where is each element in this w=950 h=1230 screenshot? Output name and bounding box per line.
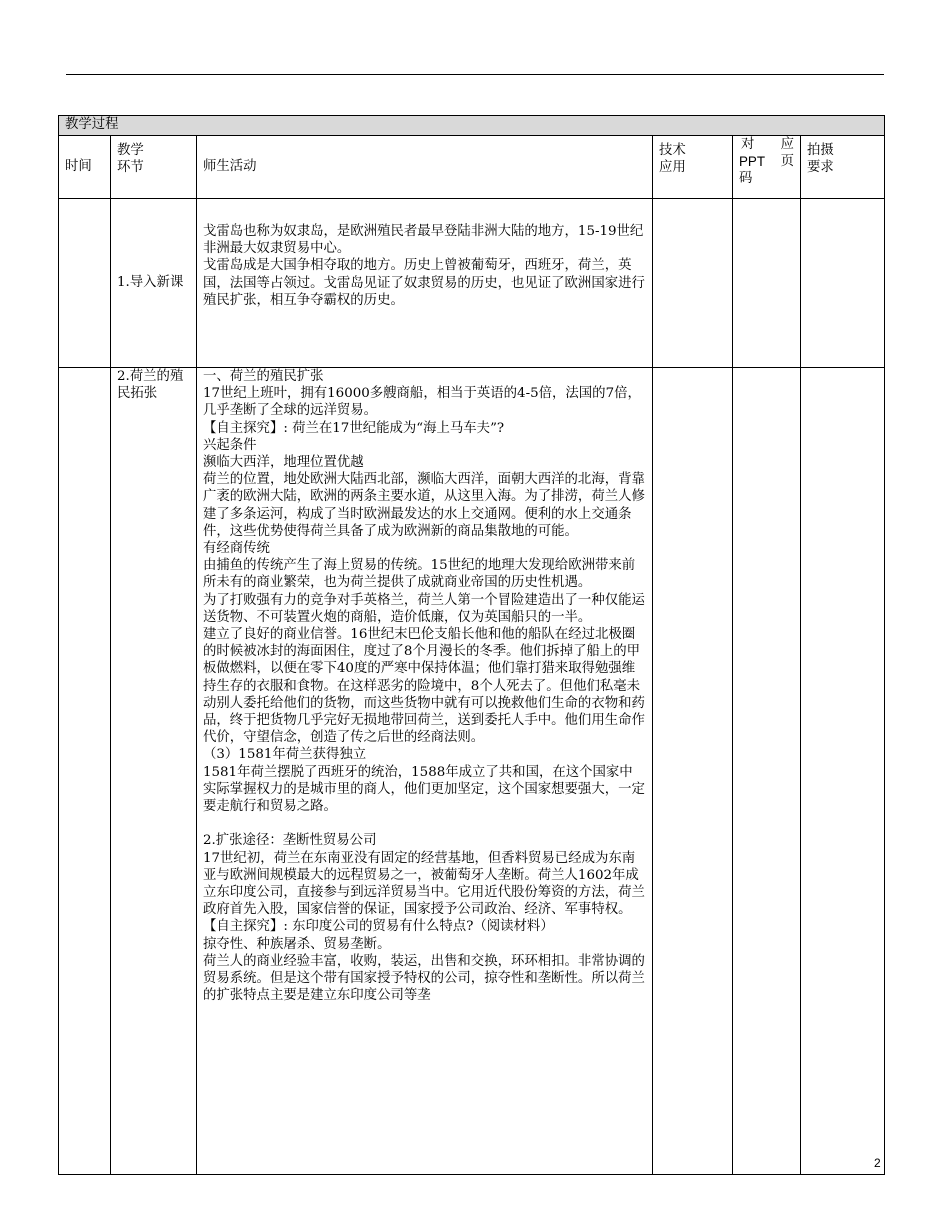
table-title: 教学过程 — [59, 116, 885, 136]
activity-paragraph: 掠夺性、种族屠杀、贸易垄断。 — [203, 936, 391, 952]
header-tech — [653, 136, 733, 199]
time-cell — [59, 368, 111, 1175]
header-ppt-d: 页 — [780, 154, 794, 170]
activity-paragraph: 有经商传统 — [203, 541, 270, 557]
stage-cell: 1.导入新课 — [111, 199, 197, 368]
activity-paragraph: 戈雷岛也称为奴隶岛，是欧洲殖民者最早登陆非洲大陆的地方，15-19世纪非洲最大奴隶贸易中心。 — [203, 224, 644, 257]
page-number: 2 — [874, 1156, 881, 1170]
header-shoot-line1: 拍摄 — [807, 143, 834, 158]
activity-paragraph: 戈雷岛成是大国争相夺取的地方。历史上曾被葡萄牙，西班牙，荷兰，英国，法国等占领过。戈雷岛见证了奴隶贸易的历史，也见证了欧洲国家进行殖民扩张，相互争夺霸权的历史。 — [203, 258, 645, 308]
activity-paragraph: 荷兰人的商业经验丰富，收购，装运，出售和交换，环环相扣。非常协调的贸易系统。但是这个带有国家授予特权的公司，掠夺性和垄断性。所以荷兰的扩张特点主要是建立东印度公司等垄 — [203, 953, 645, 1004]
activity-paragraph: 濒临大西洋，地理位置优越 — [203, 455, 364, 471]
activity-paragraph: 2.扩张途径：垄断性贸易公司 — [203, 833, 377, 849]
activity-paragraph: 为了打败强有力的竞争对手英格兰，荷兰人第一个冒险建造出了一种仅能运送货物、不可装置火炮的商船，造价低廉，仅为英国船只的一半。 — [203, 592, 645, 625]
header-activity: 师生活动 — [197, 136, 653, 199]
table-row — [59, 368, 885, 1175]
header-shoot-line2: 要求 — [807, 160, 834, 176]
activity-paragraph: 17世纪上班叶，拥有16000多艘商船，相当于英语的4-5倍，法国的7倍，几乎垄断了全球的远洋贸易。 — [203, 386, 641, 419]
activity-paragraph: 1581年荷兰摆脱了西班牙的统治，1588年成立了共和国，在这个国家中实际掌握权力的是城市里的商人，他们更加坚定，这个国家想要强大，一定要走航行和贸易之路。 — [203, 764, 645, 815]
activity-content — [203, 368, 646, 1174]
ppt-cell — [733, 368, 801, 1175]
header-stage — [111, 136, 197, 199]
header-shoot — [801, 136, 885, 199]
activity-cell — [197, 368, 653, 1175]
table-title-row — [59, 116, 885, 136]
header-stage-line1: 教学 — [117, 143, 144, 158]
time-cell — [59, 199, 111, 368]
ppt-cell — [733, 199, 801, 368]
tech-cell — [653, 368, 733, 1175]
stage-cell: 2.荷兰的殖民拓张 — [111, 368, 197, 1175]
activity-paragraph: 荷兰的位置，地处欧洲大陆西北部，濒临大西洋，面朝大西洋的北海，背靠广袤的欧洲大陆，欧洲的两条主要水道，从这里入海。为了排涝，荷兰人修建了多条运河，构成了当时欧洲最发达的水上交通网。便利的水上交通条件，这些优势使得荷兰具备了成为欧洲新的商品集散地的可能。 — [203, 472, 645, 539]
table-header-row — [59, 136, 885, 199]
header-tech-line2: 应用 — [659, 160, 686, 176]
header-ppt-line2 — [739, 153, 794, 170]
activity-paragraph: 由捕鱼的传统产生了海上贸易的传统。15世纪的地理大发现给欧洲带来前所未有的商业繁荣，也为荷兰提供了成就商业帝国的历史性机遇。 — [203, 558, 636, 591]
shoot-cell — [801, 199, 885, 368]
header-rule — [66, 74, 884, 75]
header-stage-line2: 环节 — [117, 160, 144, 176]
activity-paragraph: 【自主探究】: 荷兰在17世纪能成为“海上马车夫”? — [203, 420, 505, 436]
activity-cell — [197, 199, 653, 368]
header-ppt — [733, 136, 801, 199]
header-tech-line1: 技术 — [659, 143, 686, 158]
header-time: 时间 — [59, 136, 111, 199]
activity-paragraph: 17世纪初，荷兰在东南亚没有固定的经营基地，但香料贸易已经成为东南亚与欧洲间规模最大的远程贸易之一，被葡萄牙人垄断。荷兰人1602年成立东印度公司，直接参与到远洋贸易当中。它用近代股份筹资的方法，荷兰政府首先入股，国家信誉的保证，国家授予公司政治、经济、军事特权。 — [203, 850, 645, 918]
activity-paragraph: （3）1581年荷兰获得独立 — [203, 747, 367, 763]
table-row — [59, 199, 885, 368]
activity-paragraph: 兴起条件 — [203, 437, 257, 453]
activity-paragraph — [203, 815, 646, 832]
activity-paragraph: 一、荷兰的殖民扩张 — [203, 369, 324, 384]
header-ppt-b: 应 — [780, 137, 794, 152]
activity-paragraph: 建立了良好的商业信誉。16世纪末巴伦支船长他和他的船队在经过北极圈的时候被冰封的海面困住，度过了8个月漫长的冬季。他们拆掉了船上的甲板做燃料，以便在零下40度的严寒中保持体温；他们靠打猎来取得勉强维持生存的衣服和食物。在这样恶劣的险境中，8个人死去了。但他们私毫未动别人委托给他们的货物，而这些货物中就有可以挽救他们生命的衣物和药品，终于把货物几乎完好无损地带回荷兰，送到委托人手中。他们用生命作代价，守望信念，创造了传之后世的经商法则。 — [203, 627, 645, 746]
tech-cell — [653, 199, 733, 368]
header-ppt-c: PPT — [739, 154, 766, 170]
teaching-process-table — [58, 115, 885, 1175]
header-ppt-line1 — [739, 136, 794, 153]
header-ppt-e: 码 — [739, 171, 753, 187]
shoot-cell — [801, 368, 885, 1175]
activity-paragraph: 【自主探究】: 东印度公司的贸易有什么特点?（阅读材料） — [203, 919, 554, 935]
header-ppt-a: 对 — [741, 137, 755, 152]
